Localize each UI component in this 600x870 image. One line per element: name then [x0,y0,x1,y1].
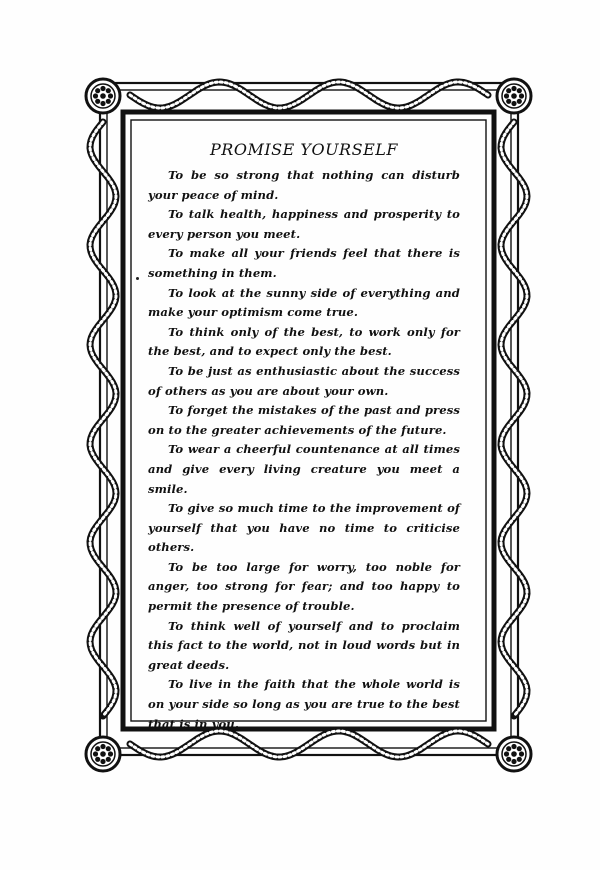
text-panel [148,140,460,731]
promise-paragraph: To be just as enthusiastic about the success of others as you are about your own. [148,363,460,398]
page-title: PROMISE YOURSELF [210,140,398,159]
promise-paragraph: To think well of yourself and to proclaim this fact to the world, not in loud words but in great deeds. [148,618,460,672]
promise-paragraph: To think only of the best, to work only for the best, and to expect only the best. [148,324,460,359]
promise-paragraph: To talk health, happiness and prosperity to every person you meet. [148,207,460,241]
promise-paragraph: To make all your friends feel that there is something in them. [148,246,460,280]
bottom-right-rosette-icon [497,737,531,771]
top-left-rosette-icon [86,79,120,113]
promise-paragraph: To wear a cheerful countenance at all times and give every living creature you meet a smile. [148,442,460,496]
top-right-rosette-icon [497,79,531,113]
promise-paragraph: To be so strong that nothing can disturb your peace of mind. [148,168,460,202]
promise-paragraph: To give so much time to the improvement of yourself that you have no time to criticise others. [148,501,460,555]
promise-paragraph: To forget the mistakes of the past and press on to the greater achievements of the future. [148,403,460,437]
promise-paragraph: To look at the sunny side of everything and make your optimism come true. [148,285,460,320]
paragraph-list [148,166,460,734]
bottom-left-rosette-icon [86,737,120,771]
promise-paragraph: To be too large for worry, too noble for anger, too strong for fear; and too happy to permit the presence of trouble. [148,559,460,614]
promise-paragraph: To live in the faith that the whole world is on your side so long as you are true to the best that is in you. [148,677,460,731]
stray-dot [136,277,139,280]
